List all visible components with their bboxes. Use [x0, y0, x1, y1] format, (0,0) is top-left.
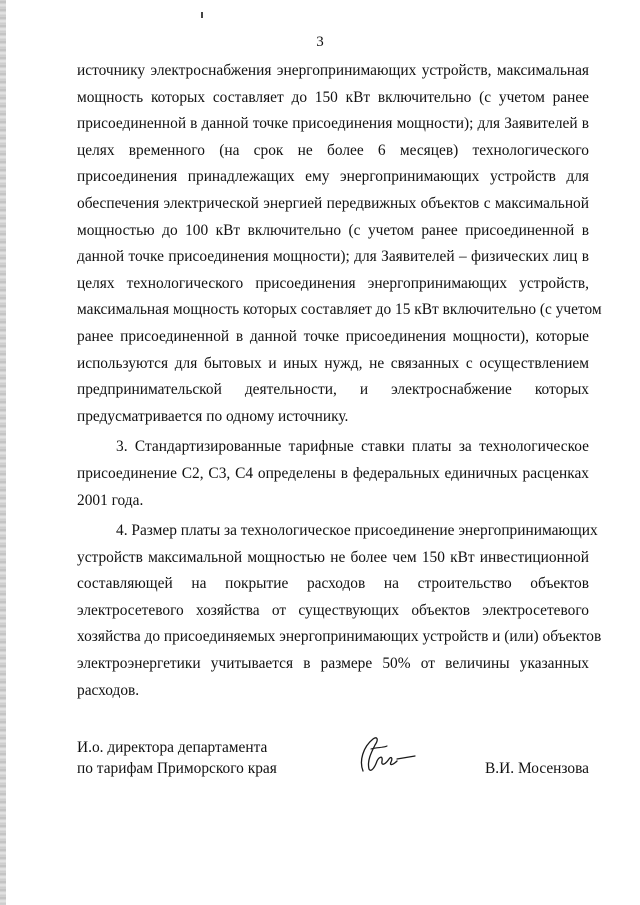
text-line: расходов. — [77, 681, 140, 699]
text-line: электросетевого хозяйства от существующих объектов электросетевого — [77, 601, 589, 619]
text-line: используются для бытовых и иных нужд, не связанных с осуществлением — [77, 354, 589, 372]
page-number: 3 — [316, 34, 324, 50]
paragraph — [77, 434, 589, 514]
text-line: присоединенной в данной точке присоединения мощности); для Заявителей в — [77, 115, 589, 133]
text-line: мощность которых составляет до 150 кВт включительно (с учетом ранее — [77, 88, 589, 106]
text-line: максимальная мощность которых составляет до 15 кВт включительно (с учетом — [77, 301, 602, 319]
signatory-position — [77, 737, 277, 779]
text-line: 3. Стандартизированные тарифные ставки платы за технологическое — [116, 438, 589, 456]
text-line: предпринимательской деятельности, и электроснабжение которых — [77, 381, 589, 399]
paragraph — [77, 58, 602, 430]
scan-speck — [201, 12, 203, 18]
document-body — [77, 58, 602, 704]
position-line-2: по тарифам Приморского края — [77, 760, 277, 777]
position-line-1: И.о. директора департамента — [77, 739, 268, 756]
text-line: обеспечения электрической энергией передвижных объектов с максимальной — [77, 194, 589, 212]
handwritten-signature — [349, 731, 429, 779]
text-line: предусматривается по одному источнику. — [77, 407, 349, 425]
text-line: хозяйства до присоединяемых энергопринимающих устройств и (или) объектов — [77, 628, 602, 646]
text-line: присоединения принадлежащих ему энергопринимающих устройств для — [77, 168, 589, 186]
signatory-name: В.И. Мосензова — [485, 760, 589, 777]
paragraph — [77, 518, 602, 704]
text-line: целях технологического присоединения энергопринимающих устройств, — [77, 274, 589, 292]
text-line: электроэнергетики учитывается в размере 50% от величины указанных — [77, 655, 589, 673]
text-line: ранее присоединенной в данной точке присоединения мощности), которые — [77, 327, 589, 345]
text-line: целях временного (на срок не более 6 месяцев) технологического — [77, 141, 589, 159]
text-line: устройств максимальной мощностью не более чем 150 кВт инвестиционной — [77, 548, 589, 566]
text-line: 4. Размер платы за технологическое присоединение энергопринимающих — [116, 522, 598, 540]
text-line: составляющей на покрытие расходов на строительство объектов — [77, 575, 589, 593]
text-line: 2001 года. — [77, 491, 144, 509]
text-line: мощностью до 100 кВт включительно (с учетом ранее присоединенной в — [77, 221, 589, 239]
text-line: данной точке присоединения мощности); для Заявителей – физических лиц в — [77, 248, 589, 266]
text-line: присоединение С2, С3, С4 определены в федеральных единичных расценках — [77, 464, 589, 482]
scan-edge — [0, 0, 6, 905]
text-line: источнику электроснабжения энергопринимающих устройств, максимальная — [77, 62, 589, 79]
